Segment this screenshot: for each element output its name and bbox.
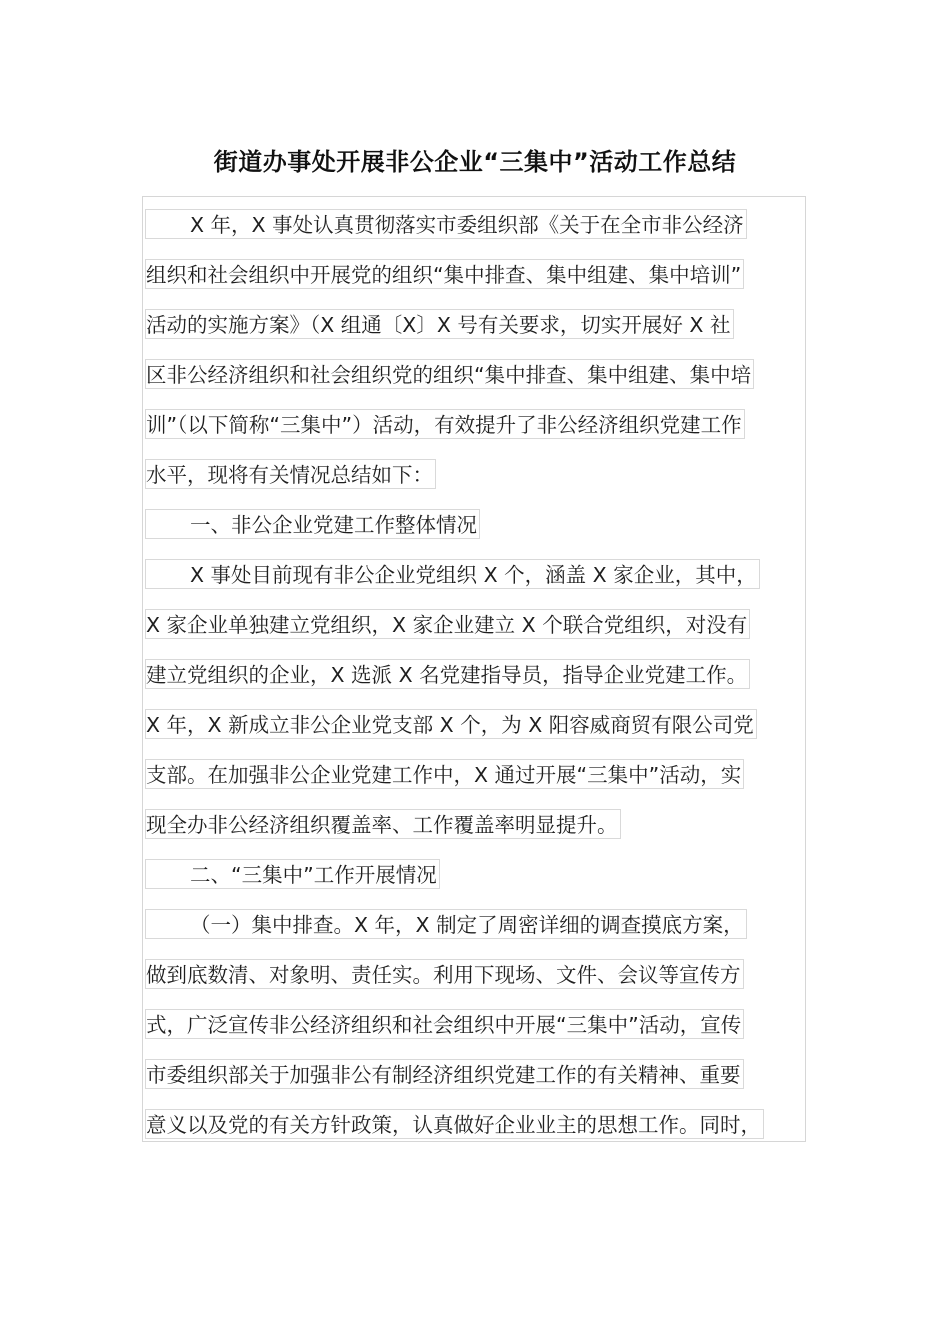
text-line-content: X 年，X 事处认真贯彻落实市委组织部《关于在全市非公经济 bbox=[145, 209, 747, 239]
text-line-content: 支部。在加强非公企业党建工作中，X 通过开展“三集中”活动，实 bbox=[145, 759, 744, 789]
text-line bbox=[145, 299, 817, 349]
text-line-content: （一）集中排查。X 年，X 制定了周密详细的调查摸底方案， bbox=[145, 909, 747, 939]
text-line bbox=[145, 1099, 817, 1149]
text-line bbox=[145, 949, 817, 999]
text-line-content: 活动的实施方案》（X 组通〔X〕X 号有关要求，切实开展好 X 社 bbox=[145, 309, 734, 339]
document-body bbox=[145, 199, 817, 1149]
text-line-content: 意义以及党的有关方针政策，认真做好企业业主的思想工作。同时， bbox=[145, 1109, 764, 1139]
text-line-content: 建立党组织的企业，X 选派 X 名党建指导员，指导企业党建工作。 bbox=[145, 659, 750, 689]
text-line bbox=[145, 399, 817, 449]
text-line-content: 做到底数清、对象明、责任实。利用下现场、文件、会议等宣传方 bbox=[145, 959, 744, 989]
text-line bbox=[145, 199, 817, 249]
text-line bbox=[145, 549, 817, 599]
section-heading-2 bbox=[145, 849, 817, 899]
text-line bbox=[145, 999, 817, 1049]
text-line-content: 水平，现将有关情况总结如下： bbox=[145, 459, 436, 489]
text-line-content: 现全办非公经济组织覆盖率、工作覆盖率明显提升。 bbox=[145, 809, 621, 839]
text-line-content: 市委组织部关于加强非公有制经济组织党建工作的有关精神、重要 bbox=[145, 1059, 744, 1089]
text-line-content: 训”（以下简称“三集中”）活动，有效提升了非公经济组织党建工作 bbox=[145, 409, 745, 439]
text-line bbox=[145, 249, 817, 299]
text-line-content: 式，广泛宣传非公经济组织和社会组织中开展“三集中”活动，宣传 bbox=[145, 1009, 744, 1039]
text-line bbox=[145, 799, 817, 849]
text-line bbox=[145, 599, 817, 649]
text-line bbox=[145, 449, 817, 499]
text-line-content: X 事处目前现有非公企业党组织 X 个，涵盖 X 家企业，其中， bbox=[145, 559, 760, 589]
text-line bbox=[145, 749, 817, 799]
text-line-content: X 家企业单独建立党组织，X 家企业建立 X 个联合党组织，对没有 bbox=[145, 609, 750, 639]
text-line bbox=[145, 1049, 817, 1099]
text-line bbox=[145, 649, 817, 699]
text-line-content: X 年，X 新成立非公企业党支部 X 个，为 X 阳容威商贸有限公司党 bbox=[145, 709, 757, 739]
text-line-content: 组织和社会组织中开展党的组织“集中排查、集中组建、集中培训” bbox=[145, 259, 744, 289]
text-line bbox=[145, 699, 817, 749]
text-line-content: 一、非公企业党建工作整体情况 bbox=[145, 509, 480, 539]
text-line-content: 二、“三集中”工作开展情况 bbox=[145, 859, 440, 889]
text-line-content: 区非公经济组织和社会组织党的组织“集中排查、集中组建、集中培 bbox=[145, 359, 754, 389]
text-line bbox=[145, 899, 817, 949]
section-heading-1 bbox=[145, 499, 817, 549]
document-title: 街道办事处开展非公企业“三集中”活动工作总结 bbox=[213, 148, 737, 176]
text-line bbox=[145, 349, 817, 399]
